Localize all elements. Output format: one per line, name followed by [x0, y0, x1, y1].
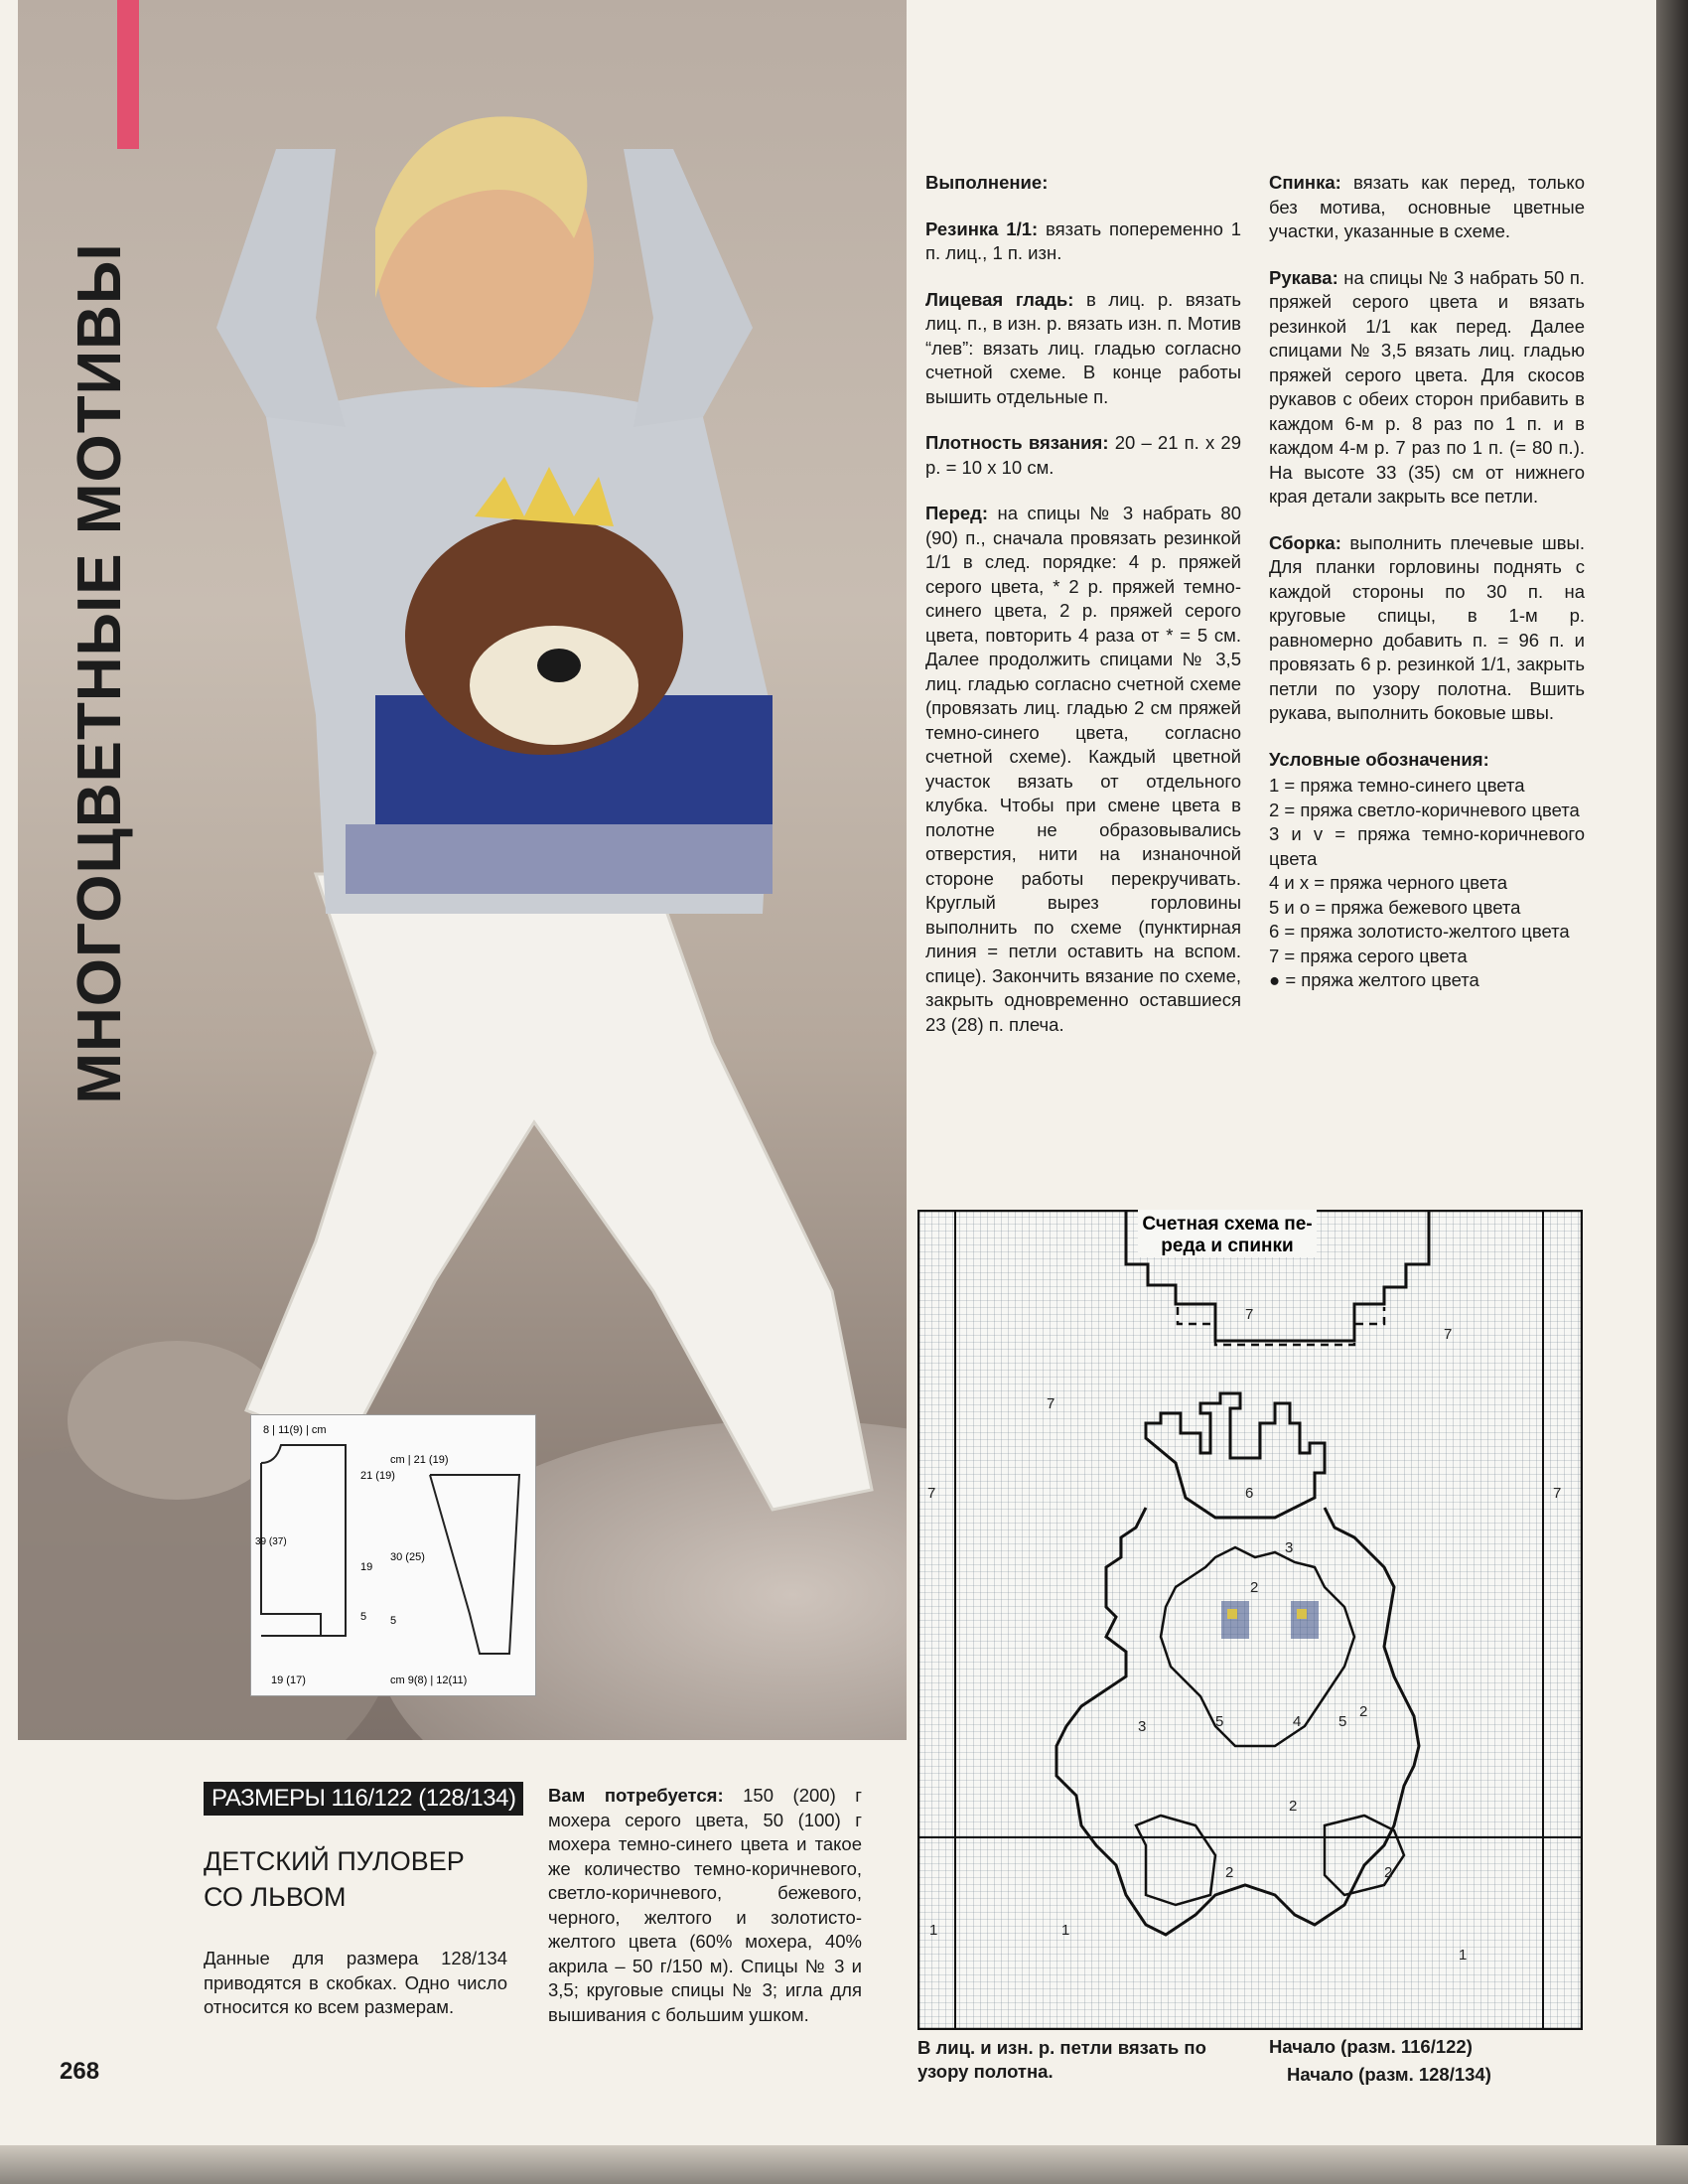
legend-list — [1269, 774, 1585, 993]
schematic-sleeve-length: 30 (25) — [390, 1551, 425, 1563]
schematic-body-lower: 19 — [360, 1561, 373, 1573]
back-paragraph: Спинка: вязать как перед, только без мотива, основные цветные участки, указанные в схеме. — [1269, 172, 1585, 241]
legend-item: 5 и o = пряжа бежевого цвета — [1269, 896, 1521, 918]
chart-region-label: 1 — [1061, 1922, 1070, 1939]
instructions-column-2 — [1269, 171, 1585, 993]
schematic-body-height: 39 (37) — [255, 1536, 287, 1547]
start-marker-small-size: Начало (разм. 116/122) — [1269, 2036, 1473, 2057]
gauge-paragraph: Плотность вязания: 20 – 21 п. x 29 р. = 10 x 10 см. — [925, 432, 1241, 478]
section-title-vertical: МНОГОЦВЕТНЫЕ МОТИВЫ — [66, 242, 134, 1104]
chart-title-line-2: реда и спинки — [1161, 1236, 1294, 1256]
chart-region-label: 7 — [927, 1485, 936, 1502]
legend-item: 7 = пряжа серого цвета — [1269, 945, 1468, 966]
legend-item: ● = пряжа желтого цвета — [1269, 969, 1479, 990]
schematic-sleeve-top: cm | 21 (19) — [390, 1454, 449, 1466]
assembly-paragraph: Сборка: выполнить плечевые швы. Для планки горловины поднять с каждой стороны по 30 п. на круговые спицы, в 1-м р. равномерно добавить п. = 96 п. и провязать 6 р. резинкой 1/1, закрыть петли по узору полотна. Вшить рукава, выполнить боковые швы. — [1269, 531, 1585, 723]
chart-title-line-1: Счетная схема пе- — [1142, 1214, 1313, 1235]
schematic-body-top: 8 | 11(9) | cm — [263, 1424, 327, 1436]
chart-region-label: 2 — [1384, 1864, 1393, 1881]
product-title: ДЕТСКИЙ ПУЛОВЕР СО ЛЬВОМ — [204, 1846, 465, 1912]
instructions-heading: Выполнение: — [925, 172, 1049, 193]
chart-region-label: 1 — [1459, 1947, 1468, 1964]
chart-region-label: 7 — [1245, 1306, 1254, 1323]
chart-note: В лиц. и изн. р. петли вязать по узору полотна. — [917, 2037, 1206, 2082]
chart-region-label: 3 — [1285, 1539, 1294, 1556]
chart-region-label: 2 — [1250, 1579, 1259, 1596]
chart-region-label: 2 — [1225, 1864, 1234, 1881]
front-paragraph: Перед: на спицы № 3 набрать 80 (90) п., сначала провязать резинкой 1/1 в след. порядке: 4 р. пряжей серого цвета, * 2 р. пряжей темно-синего цвета, 2 р. пряжей серого цвета, повторить 4 раза от * = 5 см. Далее продолжить спицами № 3,5 лиц. гладью согласно счетной схеме (провязать лиц. гладью 2 см пряжей темно-синего цвета, согласно счетной схеме). Каждый цветной участок вязать от отдельного клубка. Чтобы при смене цвета в полотне не образовывались отверстия, нити на изнаночной стороне работы перекручивать. Круглый вырез горловины выполнить по схеме (пунктирная линия = петли оставить на вспом. спице). Закончить вязание по схеме, закрыть одновременно оставшиеся 23 (28) п. плеча. — [925, 503, 1241, 1035]
chart-region-label: 7 — [1444, 1326, 1453, 1343]
stockinette-paragraph: Лицевая гладь: в лиц. р. вязать лиц. п., в изн. р. вязать изн. п. Мотив “лев”: вязать лиц. гладью согласно счетной схеме. В конце работы вышить отдельные п. — [925, 288, 1241, 407]
chart-region-label: 5 — [1338, 1713, 1347, 1730]
schematic-sleeve-bottom: cm 9(8) | 12(11) — [390, 1674, 468, 1686]
schematic-body-width: 19 (17) — [271, 1674, 306, 1686]
chart-grid — [917, 1210, 1583, 2030]
legend-item: 3 и v = пряжа темно-коричневого цвета — [1269, 823, 1585, 869]
page-number: 268 — [60, 2058, 100, 2085]
chart-region-label: 5 — [1215, 1713, 1224, 1730]
chart-region-label: 4 — [1293, 1713, 1302, 1730]
instructions-column-1 — [925, 171, 1241, 1059]
start-marker-large-size: Начало (разм. 128/134) — [1287, 2064, 1491, 2085]
size-note: Данные для размера 128/134 приводятся в скобках. Одно число относится ко всем размерам. — [204, 1948, 507, 2017]
chart-region-label: 2 — [1359, 1703, 1368, 1720]
chart-region-label: 3 — [1138, 1718, 1147, 1735]
page-bottom-shadow — [0, 2145, 1688, 2184]
legend-item: 1 = пряжа темно-синего цвета — [1269, 775, 1525, 796]
sizes-badge: РАЗМЕРЫ 116/122 (128/134) — [204, 1782, 523, 1816]
schematic-rib-body: 5 — [360, 1611, 367, 1623]
garment-schematic — [250, 1414, 536, 1696]
chart-region-label: 2 — [1289, 1798, 1298, 1815]
sleeves-paragraph: Рукава: на спицы № 3 набрать 50 п. пряжей серого цвета и вязать резинкой 1/1 как перед. Далее спицами № 3,5 вязать лиц. гладью пряжей серого цвета. Для скосов рукавов с обеих сторон прибавить в каждом 6-м р. 8 раз по 1 п. и в каждом 4-м р. 7 раз по 1 п. (= 80 п.). На высоте 33 (35) см от нижнего края детали закрыть все петли. — [1269, 266, 1585, 507]
schematic-rib-sleeve: 5 — [390, 1615, 397, 1627]
chart-region-label: 7 — [1047, 1395, 1055, 1412]
legend-item: 6 = пряжа золотисто-желтого цвета — [1269, 921, 1570, 942]
rib-paragraph: Резинка 1/1: вязать попеременно 1 п. лиц., 1 п. изн. — [925, 218, 1241, 263]
legend-item: 2 = пряжа светло-коричневого цвета — [1269, 799, 1580, 820]
materials-paragraph: Вам потребуется: 150 (200) г мохера серого цвета, 50 (100) г мохера темно-синего цвета и такое же количество темно-коричневого, светло-коричневого, бежевого, черного, желтого и золотисто-желтого цвета (60% мохера, 40% акрила – 50 г/150 м). Спицы № 3 и 3,5; круговые спицы № 3; игла для вышивания с большим ушком. — [548, 1785, 862, 2025]
knitting-chart — [917, 1210, 1583, 2030]
legend-title: Условные обозначения: — [1269, 748, 1489, 770]
legend-item: 4 и x = пряжа черного цвета — [1269, 872, 1508, 893]
schematic-drawing — [251, 1415, 535, 1695]
schematic-armhole: 21 (19) — [360, 1470, 395, 1482]
chart-region-label: 1 — [929, 1922, 938, 1939]
chart-region-label: 6 — [1245, 1485, 1254, 1502]
binding-edge — [1656, 0, 1688, 2184]
chart-region-label: 7 — [1553, 1485, 1562, 1502]
accent-bar — [117, 0, 139, 149]
